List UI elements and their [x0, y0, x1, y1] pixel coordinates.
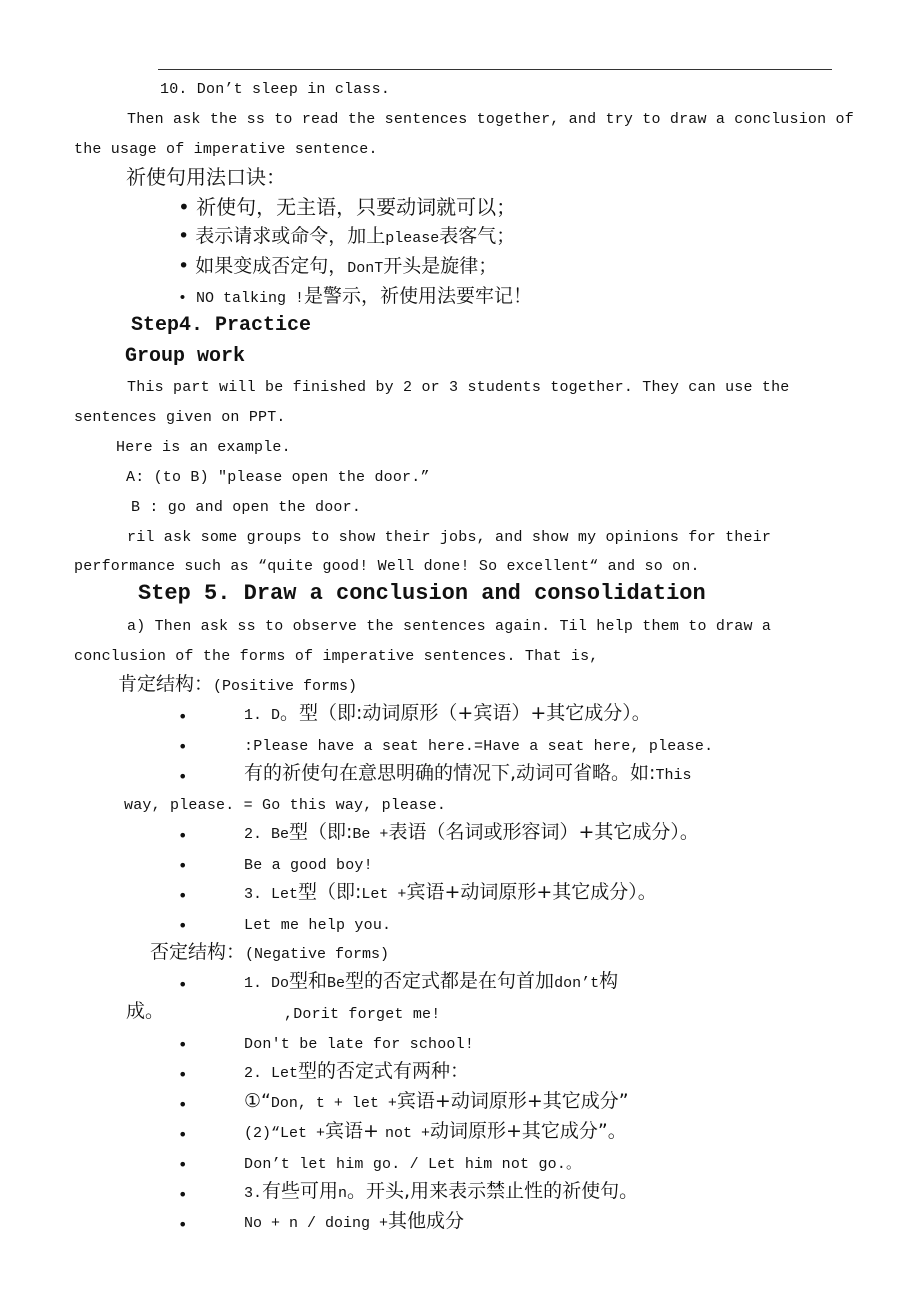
paragraph-line: This part will be finished by 2 or 3 students together. They can use the — [127, 379, 790, 396]
rhyme-line-1: • 祈使句，无主语，只要动词就可以； — [178, 195, 517, 219]
negative-do-be-line: 1. Do型和Be型的否定式都是在句首加don’t构 — [244, 970, 619, 992]
bullet: • — [178, 1185, 188, 1204]
line-10: 10. Don’t sleep in class. — [160, 81, 391, 98]
omit-verb-cont: way, please. = Go this way, please. — [124, 797, 447, 814]
let-negative-form-2: (2)“Let +宾语+ not +动词原形+其它成分”。 — [244, 1120, 627, 1142]
bullet: • — [178, 1095, 188, 1114]
paragraph-line: performance such as “quite good! Well done! So excellent“ and so on. — [74, 558, 700, 575]
rhyme-line-2: • 表示请求或命令，加上please表客气； — [178, 225, 516, 247]
bullet: • — [178, 886, 188, 905]
let-negative-line: 2. Let型的否定式有两种： — [244, 1060, 470, 1082]
example-line: Let me help you. — [244, 917, 392, 934]
rhyme-line-3: • 如果变成否定句，DonT开头是旋律； — [178, 255, 498, 277]
example-line: ,Dorit forget me! — [284, 1006, 441, 1023]
positive-forms-heading: 肯定结构：(Positive forms) — [118, 673, 358, 695]
no-type-line: 3.有些可用n。开头,用来表示禁止性的祈使句。 — [244, 1180, 639, 1202]
bullet: • — [178, 1065, 188, 1084]
omit-verb-line: 有的祈使句在意思明确的情况下,动词可省略。如:This — [244, 762, 692, 784]
let-negative-form-1: ①“Don, t + let +宾语+动词原形+其它成分” — [244, 1090, 629, 1112]
bullet: • — [178, 707, 188, 726]
paragraph-line: Then ask the ss to read the sentences together, and try to draw a conclusion of — [127, 111, 854, 128]
bullet: • — [178, 1125, 188, 1144]
dialogue-b: B : go and open the door. — [131, 499, 362, 516]
step4-heading: Step4. Practice — [131, 314, 312, 337]
paragraph-line: the usage of imperative sentence. — [74, 141, 378, 158]
bullet: • — [178, 975, 188, 994]
paragraph-line: sentences given on PPT. — [74, 409, 286, 426]
be-type-line: 2. Be型（即:Be +表语（名词或形容词）+其它成分）。 — [244, 821, 699, 843]
bullet: • — [178, 856, 188, 875]
group-work-heading: Group work — [125, 345, 246, 368]
paragraph-line: Here is an example. — [116, 439, 291, 456]
paragraph-line: conclusion of the forms of imperative sentences. That is, — [74, 648, 599, 665]
paragraph-line: ril ask some groups to show their jobs, and show my opinions for their — [127, 529, 772, 546]
negative-forms-heading: 否定结构：(Negative forms) — [150, 941, 390, 963]
bullet: • — [178, 1035, 188, 1054]
dialogue-a: A: (to B) "please open the door.” — [126, 469, 430, 486]
do-type-line: 1. D。型（即:动词原形（+宾语）+其它成分）。 — [244, 702, 651, 724]
rhyme-line-4: • NO talking !是警示，祈使用法要牢记！ — [178, 285, 533, 307]
paragraph-line: a) Then ask ss to observe the sentences again. Til help them to draw a — [127, 618, 772, 635]
let-type-line: 3. Let型（即:Let +宾语+动词原形+其它成分）。 — [244, 881, 657, 903]
bullet: • — [178, 1155, 188, 1174]
bullet: • — [178, 767, 188, 786]
bullet: • — [178, 1215, 188, 1234]
no-type-example: No + n / doing +其他成分 — [244, 1210, 465, 1232]
negative-cont-cn: 成。 — [126, 1000, 165, 1022]
rhyme-title: 祈使句用法口诀： — [126, 165, 286, 189]
step5-heading: Step 5. Draw a conclusion and consolidation — [138, 581, 706, 606]
bullet: • — [178, 826, 188, 845]
bullet: • — [178, 916, 188, 935]
top-rule — [158, 69, 832, 70]
example-line: Be a good boy! — [244, 857, 373, 874]
example-line: Don't be late for school! — [244, 1036, 475, 1053]
example-line: :Please have a seat here.=Have a seat here, please. — [244, 738, 714, 755]
example-line: Don’t let him go. / Let him not go.。 — [244, 1156, 582, 1173]
bullet: • — [178, 737, 188, 756]
